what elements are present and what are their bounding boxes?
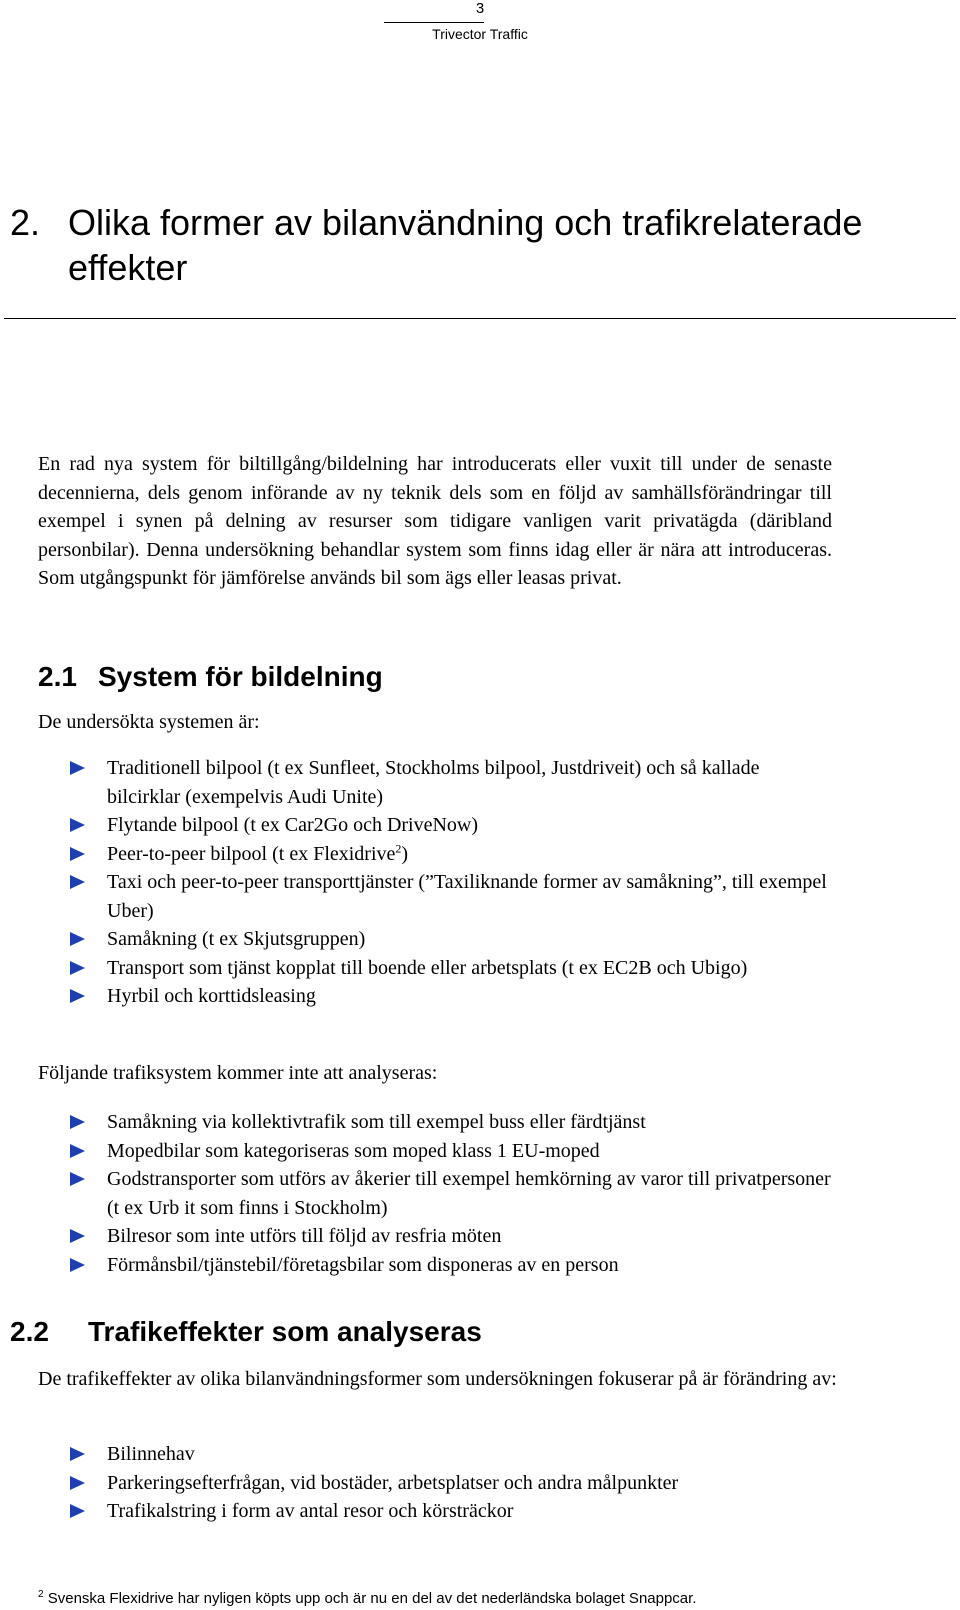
bullet-arrow-icon [70,961,85,975]
section-2-2-heading [10,1315,482,1349]
section-number: 2.1 [38,661,77,692]
footnote [38,1585,696,1609]
chapter-divider [4,318,956,319]
bullet-arrow-icon [70,847,85,861]
list-item: Mopedbilar som kategoriseras som moped klass 1 EU-moped [0,1137,832,1166]
list-item: Parkeringsefterfrågan, vid bostäder, arbetsplatser och andra målpunkter [0,1469,832,1498]
bullet-arrow-icon [70,1476,85,1490]
chapter-title [10,200,868,290]
footnote-marker: 2 [38,1589,44,1600]
not-analysed-list [0,1108,832,1279]
footnote-text: Svenska Flexidrive har nyligen köpts upp och är nu en del av det nederländska bolaget Snappcar. [47,1590,697,1607]
page-number: 3 [475,0,485,17]
bullet-arrow-icon [70,1229,85,1243]
running-header: Trivector Traffic [432,26,528,42]
bullet-arrow-icon [70,989,85,1003]
traffic-effects-list [0,1440,832,1526]
list-item: Förmånsbil/tjänstebil/företagsbilar som disponeras av en person [0,1251,832,1280]
bullet-arrow-icon [70,1115,85,1129]
examined-systems-list [0,754,832,1011]
list-item: Flytande bilpool (t ex Car2Go och DriveNow) [0,811,832,840]
bullet-arrow-icon [70,1447,85,1461]
list-item: Traditionell bilpool (t ex Sunfleet, Stockholms bilpool, Justdriveit) och så kallade bilcirklar (exempelvis Audi Unite) [0,754,832,811]
list-item: Godstransporter som utförs av åkerier till exempel hemkörning av varor till privatpersoner (t ex Urb it som finns i Stockholm) [0,1165,832,1222]
header-divider [384,22,484,23]
chapter-number: 2. [10,202,41,243]
bullet-arrow-icon [70,932,85,946]
bullet-arrow-icon [70,1258,85,1272]
chapter-title-text: Olika former av bilanvändning och trafikrelaterade effekter [68,202,863,288]
bullet-arrow-icon [70,875,85,889]
list-item: Samåkning (t ex Skjutsgruppen) [0,925,832,954]
list-item: Trafikalstring i form av antal resor och körsträckor [0,1497,832,1526]
list-item: Hyrbil och korttidsleasing [0,982,832,1011]
list-item: Taxi och peer-to-peer transporttjänster (”Taxiliknande former av samåkning”, till exempel Uber) [0,868,832,925]
list-item: Bilinnehav [0,1440,832,1469]
section-2-1-heading [38,660,383,694]
intro-paragraph: En rad nya system för biltillgång/bildelning har introducerats eller vuxit till under de senaste decennierna, dels genom införande av ny teknik dels som en följd av samhällsförändringar till exempel i synen på delning av resurser som tidigare vanligen varit privatägda (däribland personbilar). Denna undersökning behandlar system som finns idag eller är nära att introduceras. Som utgångspunkt för jämförelse används bil som ägs eller leasas privat. [38,453,832,589]
section-title: Trafikeffekter som analyseras [88,1316,482,1347]
traffic-effects-lead: De trafikeffekter av olika bilanvändningsformer som undersökningen fokuserar på är förändring av: [38,1368,837,1390]
bullet-arrow-icon [70,818,85,832]
list-item: Bilresor som inte utförs till följd av resfria möten [0,1222,832,1251]
bullet-arrow-icon [70,1172,85,1186]
examined-systems-lead: De undersökta systemen är: [38,711,260,733]
bullet-arrow-icon [70,1144,85,1158]
list-item: Transport som tjänst kopplat till boende eller arbetsplats (t ex EC2B och Ubigo) [0,954,832,983]
footnote-reference[interactable]: 2 [395,840,402,855]
bullet-arrow-icon [70,1504,85,1518]
section-title: System för bildelning [98,661,383,692]
list-item: Peer-to-peer bilpool (t ex Flexidrive$^2$) [0,840,832,869]
list-item: Samåkning via kollektivtrafik som till exempel buss eller färdtjänst [0,1108,832,1137]
bullet-arrow-icon [70,761,85,775]
section-number: 2.2 [10,1316,49,1347]
not-analysed-lead: Följande trafiksystem kommer inte att analyseras: [38,1062,438,1084]
